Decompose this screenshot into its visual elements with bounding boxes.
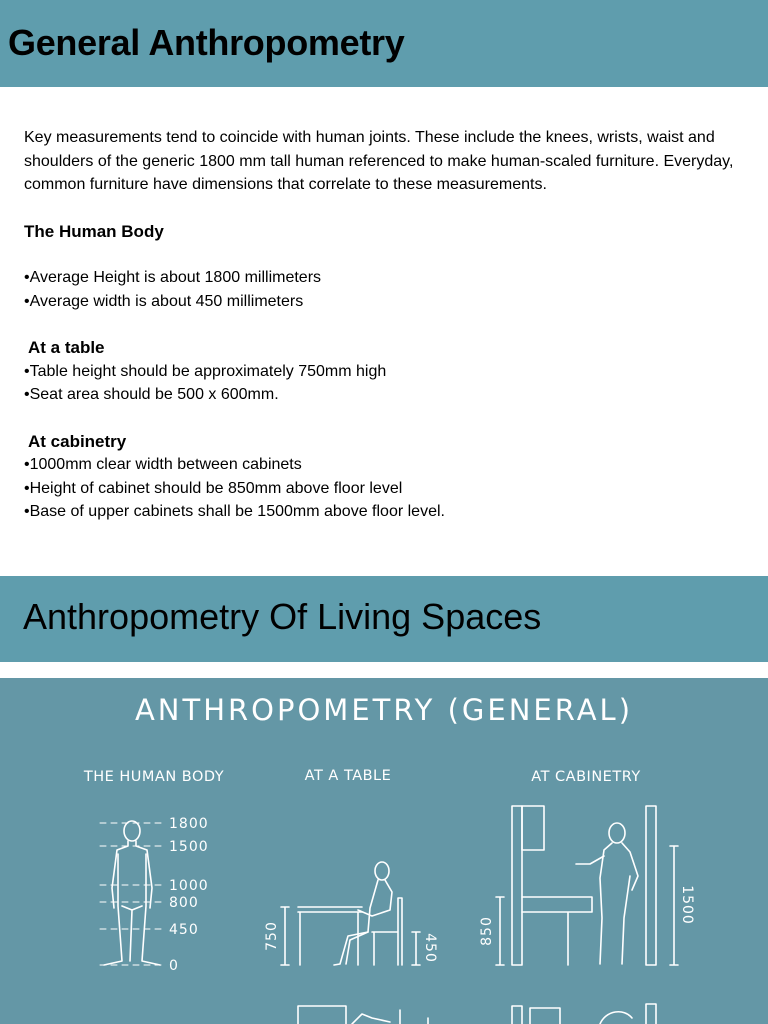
panel-label-table: AT A TABLE (304, 768, 392, 784)
dim-label-850: 850 (479, 916, 495, 946)
title-banner (0, 0, 768, 87)
level-label-1800: 1800 (169, 816, 209, 832)
dim-line-450 (412, 932, 420, 965)
level-label-800: 800 (169, 895, 199, 911)
bullet-item: •Seat area should be 500 x 600mm. (24, 386, 279, 403)
section-heading-table: At a table (28, 338, 105, 357)
bullet-item: •1000mm clear width between cabinets (24, 456, 302, 473)
dim-label-750: 750 (264, 921, 280, 951)
dim-label-450: 450 (422, 933, 438, 963)
bullet-item: •Height of cabinet should be 850mm above floor level (24, 479, 403, 497)
dim-line-750 (281, 907, 289, 965)
subtitle-banner (0, 576, 768, 662)
dim-line-850 (496, 897, 504, 965)
chair-icon (372, 898, 402, 965)
lower-row-cabinet-sketch (512, 1004, 656, 1024)
anthropometry-figure (0, 678, 768, 1024)
level-label-450: 450 (169, 922, 199, 938)
bullet-item: •Base of upper cabinets shall be 1500mm above floor level. (24, 503, 445, 520)
dim-line-1500 (670, 846, 678, 965)
section-heading-human-body: The Human Body (24, 221, 164, 241)
level-label-1500: 1500 (169, 839, 209, 855)
bullet-item: •Average Height is about 1800 millimeters (24, 269, 322, 286)
level-lines (100, 823, 165, 965)
seated-person-icon (334, 862, 392, 965)
standing-person-icon (104, 821, 160, 965)
bullet-item: •Average width is about 450 millimeters (24, 292, 304, 310)
panel-label-human-body: THE HUMAN BODY (83, 769, 225, 785)
lower-row-table-sketch (298, 1006, 428, 1024)
section-heading-cabinetry: At cabinetry (28, 431, 127, 451)
bullet-item: •Table height should be approximately 750mm high (24, 362, 387, 380)
dim-label-1500: 1500 (679, 885, 695, 925)
table-icon (298, 907, 362, 965)
standing-worker-icon (576, 823, 638, 964)
page-title: General Anthropometry (8, 22, 405, 63)
divider (0, 662, 768, 678)
figure-title: ANTHROPOMETRY (GENERAL) (134, 693, 634, 727)
intro-paragraph: Key measurements tend to coincide with human joints. These include the knees, wrists, waist and shoulders of the generic 1800 mm tall human referenced to make human-scaled furniture. Everyday, common furniture have dimensions that correlate to these measurements. (24, 129, 734, 193)
level-label-1000: 1000 (169, 878, 209, 894)
page-subtitle: Anthropometry Of Living Spaces (23, 596, 542, 637)
body-text (24, 126, 764, 524)
figure-drawing (0, 678, 768, 1024)
level-label-0: 0 (169, 958, 179, 974)
panel-label-cabinetry: AT CABINETRY (531, 769, 641, 785)
